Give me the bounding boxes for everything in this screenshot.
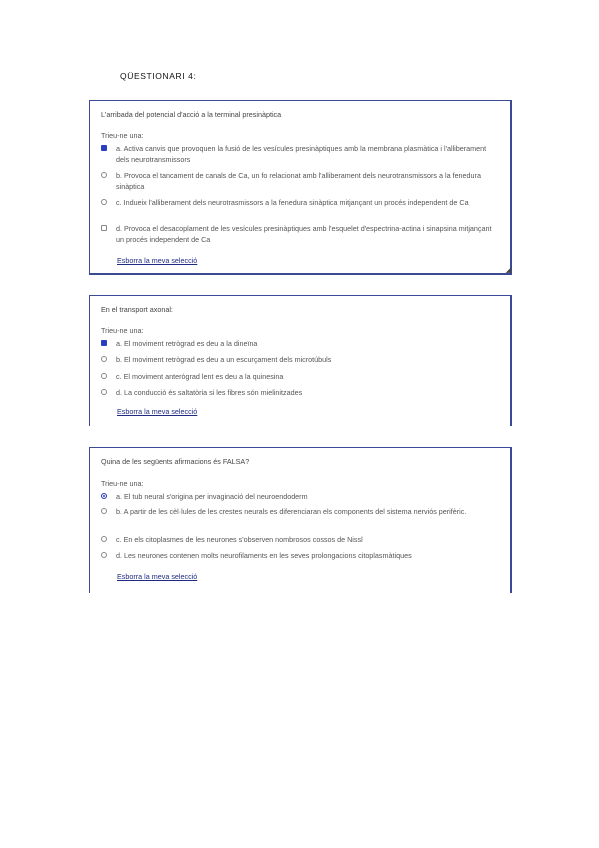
option-label: c. En els citoplasmes de les neurones s'observen nombrosos cossos de Nissl: [116, 535, 363, 544]
radio-icon[interactable]: [101, 199, 107, 205]
question-card-3: [89, 447, 512, 593]
option-label: c. El moviment anterògrad lent es deu a la quinesina: [116, 372, 284, 381]
clear-selection-link[interactable]: Esborra la meva selecció: [117, 572, 198, 581]
radio-icon[interactable]: [101, 508, 107, 514]
option-d[interactable]: [101, 388, 496, 396]
checkbox-selected-icon[interactable]: [101, 145, 107, 151]
question-prompt: Trieu-ne una:: [101, 131, 144, 140]
checkbox-icon[interactable]: [101, 225, 107, 231]
resize-handle-icon[interactable]: ◢: [505, 267, 511, 274]
question-text: En el transport axonal:: [101, 305, 173, 314]
option-label: a. Activa canvis que provoquen la fusió de les vesícules presinàptiques amb la membrana plasmàtica i l'alliberament dels neurotransmissors: [116, 144, 487, 164]
option-label: d. Les neurones contenen molts neurofilaments en les seves prolongacions citoplasmàtiques: [116, 551, 412, 560]
option-c[interactable]: [101, 198, 496, 209]
radio-selected-icon[interactable]: [101, 493, 107, 499]
option-c[interactable]: [101, 372, 496, 383]
radio-icon[interactable]: [101, 536, 107, 542]
option-label: d. Provoca el desacoplament de les vesícules presinàptiques amb l'esquelet d'espectrina-actina i sinapsina mitjançant un procés independent de Ca: [116, 224, 492, 244]
radio-icon[interactable]: [101, 389, 107, 395]
question-text: Quina de les següents afirmacions és FALSA?: [101, 457, 250, 466]
radio-icon[interactable]: [101, 552, 107, 558]
option-b[interactable]: [101, 171, 496, 192]
radio-icon[interactable]: [101, 373, 107, 379]
option-label: c. Indueix l'alliberament dels neurotrasmissors a la fenedura sinàptica mitjançant un procés independent de Ca: [116, 198, 469, 207]
option-label: d. La conducció és saltatòria si les fibres són mielinitzades: [116, 388, 303, 396]
clear-selection-link[interactable]: Esborra la meva selecció: [117, 256, 198, 265]
question-card-1: [89, 100, 512, 275]
option-c[interactable]: [101, 535, 496, 546]
option-d[interactable]: [101, 224, 496, 245]
checkbox-selected-icon[interactable]: [101, 340, 107, 346]
document-title: QÜESTIONARI 4:: [120, 71, 197, 81]
clear-selection-link[interactable]: Esborra la meva selecció: [117, 407, 198, 416]
option-label: b. Provoca el tancament de canals de Ca, un fo relacionat amb l'alliberament dels neurotransmissors a la fenedura sinàptica: [116, 171, 481, 191]
option-a[interactable]: [101, 492, 496, 503]
option-b[interactable]: [101, 507, 496, 518]
option-a[interactable]: [101, 144, 496, 165]
radio-icon[interactable]: [101, 356, 107, 362]
question-prompt: Trieu-ne una:: [101, 479, 144, 488]
radio-icon[interactable]: [101, 172, 107, 178]
option-label: b. A partir de les cèl·lules de les crestes neurals es diferenciaran els components del sistema nerviós perifèric.: [116, 507, 467, 516]
option-a[interactable]: [101, 339, 496, 350]
option-label: b. El moviment retrògrad es deu a un escurçament dels microtúbuls: [116, 355, 332, 364]
option-label: a. El moviment retrògrad es deu a la dineïna: [116, 339, 258, 348]
option-b[interactable]: [101, 355, 496, 366]
question-card-2: [89, 295, 512, 426]
question-prompt: Trieu-ne una:: [101, 326, 144, 335]
option-label: a. El tub neural s'origina per invaginació del neuroendoderm: [116, 492, 308, 501]
option-d[interactable]: [101, 551, 496, 562]
question-text: L'arribada del potencial d'acció a la terminal presinàptica: [101, 110, 282, 119]
